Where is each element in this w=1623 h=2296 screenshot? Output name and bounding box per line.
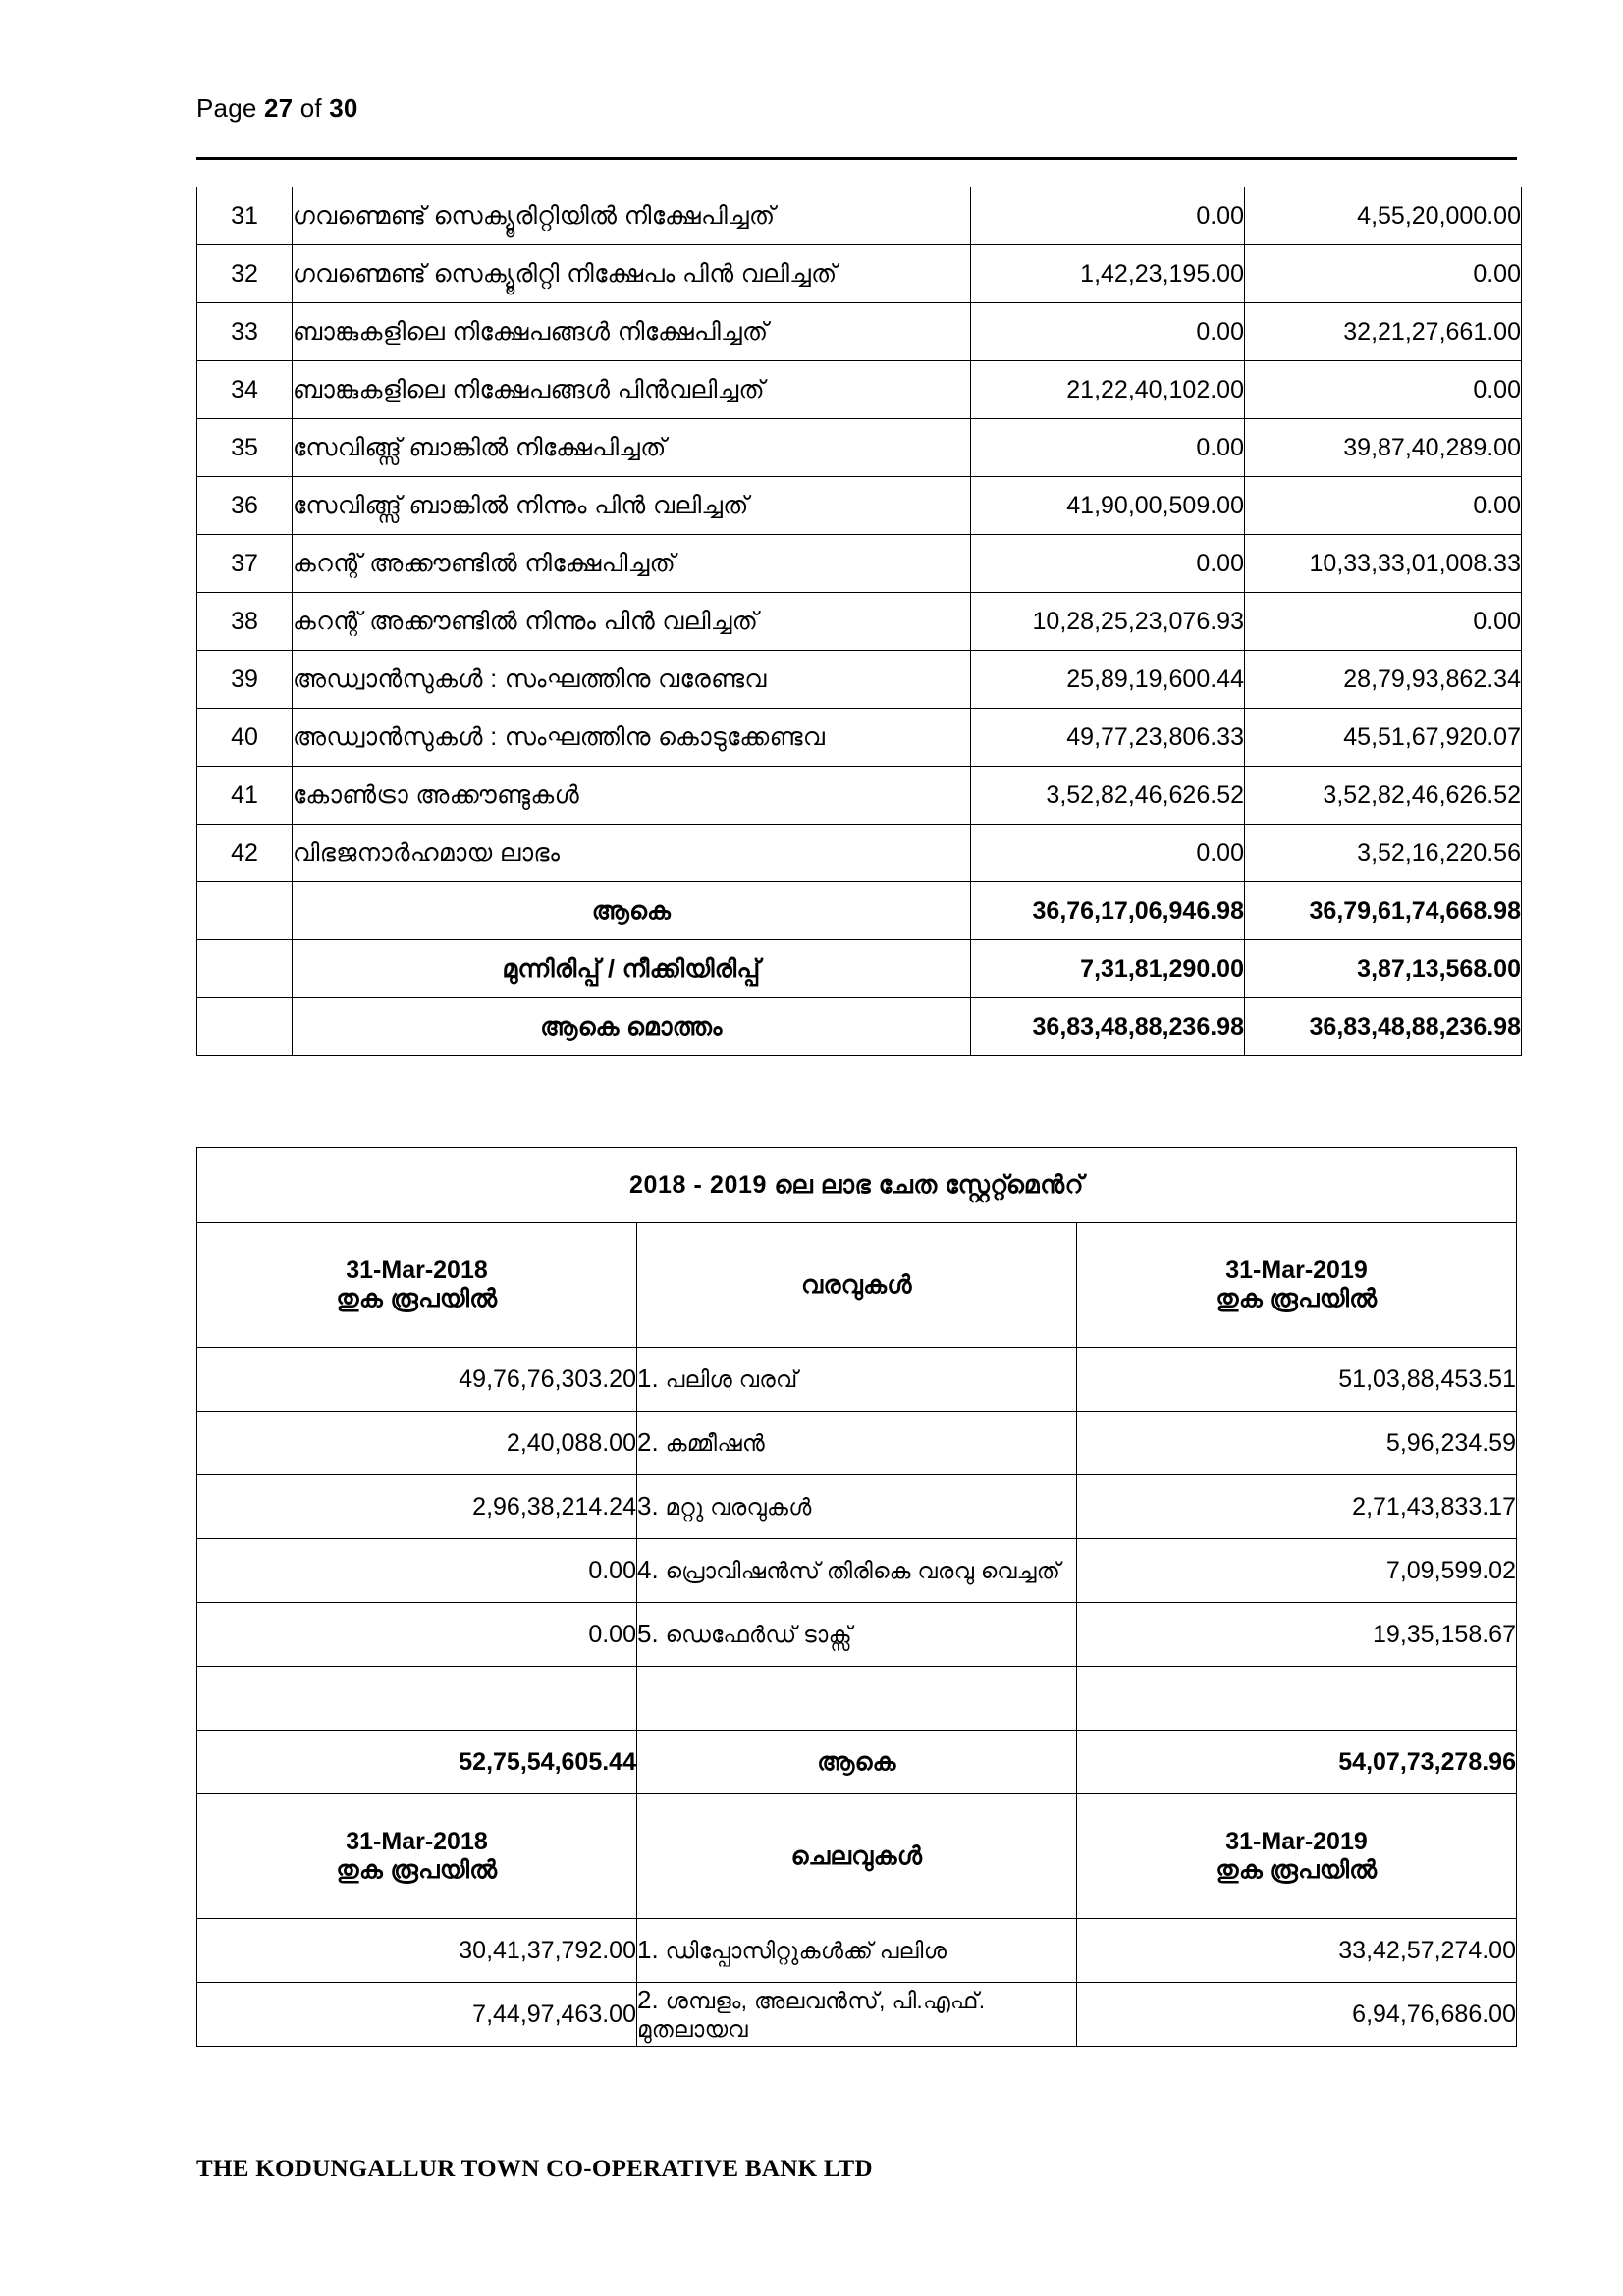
income-amount-2019: 7,09,599.02	[1077, 1539, 1517, 1603]
income-amount-2018	[197, 1667, 637, 1731]
total-page-number: 30	[329, 93, 358, 123]
expense-amount-2018: 30,41,37,792.00	[197, 1919, 637, 1983]
income-amount-2019: 5,96,234.59	[1077, 1412, 1517, 1475]
row-amount-col2: 0.00	[1245, 477, 1522, 535]
row-amount-col2: 4,55,20,000.00	[1245, 187, 1522, 245]
row-amount-col2: 10,33,33,01,008.33	[1245, 535, 1522, 593]
row-serial: 31	[197, 187, 293, 245]
summary-amount-col1: 36,76,17,06,946.98	[971, 882, 1245, 940]
row-amount-col1: 25,89,19,600.44	[971, 651, 1245, 709]
row-amount-col2: 32,21,27,661.00	[1245, 303, 1522, 361]
expense-header-left-unit: തുക രൂപയിൽ	[336, 1856, 498, 1884]
expense-item-number: 1.	[637, 1935, 659, 1965]
income-amount-2019: 19,35,158.67	[1077, 1603, 1517, 1667]
table-row	[197, 1475, 1517, 1539]
income-header-left-date: 31-Mar-2018	[346, 1256, 488, 1285]
row-amount-col2: 0.00	[1245, 361, 1522, 419]
summary-serial	[197, 940, 293, 998]
row-amount-col1: 0.00	[971, 187, 1245, 245]
income-item	[637, 1603, 1077, 1667]
income-total-row	[197, 1731, 1517, 1794]
row-amount-col2: 0.00	[1245, 245, 1522, 303]
table-row	[197, 1983, 1517, 2047]
expense-item-number: 2.	[637, 1984, 659, 2014]
row-amount-col1: 1,42,23,195.00	[971, 245, 1245, 303]
expense-item-label: ഡിപ്പോസിറ്റുകൾക്ക് പലിശ	[665, 1938, 947, 1964]
row-amount-col1: 41,90,00,509.00	[971, 477, 1245, 535]
summary-amount-col2: 36,83,48,88,236.98	[1245, 998, 1522, 1056]
income-item-label: പലിശ വരവ്	[665, 1366, 798, 1393]
income-item-number: 3.	[637, 1491, 659, 1522]
row-description: ബാങ്കുകളിലെ നിക്ഷേപങ്ങൾ നിക്ഷേപിച്ചത്	[293, 303, 971, 361]
summary-serial	[197, 998, 293, 1056]
income-header-title: വരവുകൾ	[637, 1223, 1077, 1348]
page-of-label: of	[299, 93, 322, 123]
row-serial: 36	[197, 477, 293, 535]
expense-item-label: ശമ്പളം, അലവൻസ്, പി.എഫ്. മുതലായവ	[637, 1987, 986, 2042]
row-amount-col1: 10,28,25,23,076.93	[971, 593, 1245, 651]
income-item-label: മറ്റു വരവുകൾ	[665, 1494, 812, 1521]
income-total-label: ആകെ	[637, 1731, 1077, 1794]
income-item-number: 2.	[637, 1427, 659, 1458]
income-amount-2019	[1077, 1667, 1517, 1731]
table-row	[197, 651, 1522, 709]
row-amount-col1: 0.00	[971, 535, 1245, 593]
row-serial: 42	[197, 825, 293, 882]
row-description: ഗവണ്മെണ്ട് സെക്യൂരിറ്റിയിൽ നിക്ഷേപിച്ചത്	[293, 187, 971, 245]
income-item-label: പ്രൊവിഷൻസ് തിരികെ വരവു വെച്ചത്	[665, 1558, 1061, 1584]
expense-header-left-date: 31-Mar-2018	[346, 1828, 488, 1856]
row-description: വിഭജനാർഹമായ ലാഭം	[293, 825, 971, 882]
expense-amount-2018: 7,44,97,463.00	[197, 1983, 637, 2047]
row-description: കറന്റ് അക്കൗണ്ടിൽ നിന്നും പിൻ വലിച്ചത്	[293, 593, 971, 651]
row-serial: 39	[197, 651, 293, 709]
expense-item	[637, 1919, 1077, 1983]
income-total-2018: 52,75,54,605.44	[197, 1731, 637, 1794]
expense-amount-2019: 6,94,76,686.00	[1077, 1983, 1517, 2047]
expense-header-left	[197, 1794, 637, 1919]
current-page-number: 27	[263, 93, 294, 123]
cash-flow-table	[196, 187, 1522, 1056]
header-divider	[196, 157, 1517, 160]
income-amount-2019: 51,03,88,453.51	[1077, 1348, 1517, 1412]
row-amount-col1: 21,22,40,102.00	[971, 361, 1245, 419]
expense-header-row	[197, 1794, 1517, 1919]
expense-header-right	[1077, 1794, 1517, 1919]
income-amount-2018: 2,40,088.00	[197, 1412, 637, 1475]
profit-loss-table	[196, 1147, 1517, 2047]
table-summary-row-grand-total	[197, 998, 1522, 1056]
document-footer: THE KODUNGALLUR TOWN CO-OPERATIVE BANK LTD	[196, 2156, 873, 2182]
row-amount-col2: 0.00	[1245, 593, 1522, 651]
table-row	[197, 187, 1522, 245]
row-serial: 38	[197, 593, 293, 651]
income-header-row	[197, 1223, 1517, 1348]
row-amount-col1: 0.00	[971, 825, 1245, 882]
row-description: കോൺട്രാ അക്കൗണ്ടുകൾ	[293, 767, 971, 825]
income-amount-2018: 0.00	[197, 1603, 637, 1667]
table-row	[197, 767, 1522, 825]
table-row	[197, 535, 1522, 593]
table-row	[197, 245, 1522, 303]
table-row	[197, 1539, 1517, 1603]
table-row-blank	[197, 1667, 1517, 1731]
income-header-right	[1077, 1223, 1517, 1348]
row-amount-col2: 3,52,16,220.56	[1245, 825, 1522, 882]
profit-loss-title-row	[197, 1148, 1517, 1223]
income-item	[637, 1412, 1077, 1475]
row-serial: 41	[197, 767, 293, 825]
income-item-number: 4.	[637, 1555, 659, 1585]
row-description: സേവിങ്ങ്സ് ബാങ്കിൽ നിക്ഷേപിച്ചത്	[293, 419, 971, 477]
row-amount-col1: 0.00	[971, 419, 1245, 477]
summary-amount-col1: 36,83,48,88,236.98	[971, 998, 1245, 1056]
table-row	[197, 303, 1522, 361]
summary-amount-col1: 7,31,81,290.00	[971, 940, 1245, 998]
income-header-right-unit: തുക രൂപയിൽ	[1216, 1285, 1378, 1312]
row-amount-col1: 3,52,82,46,626.52	[971, 767, 1245, 825]
table-row	[197, 419, 1522, 477]
income-amount-2018: 2,96,38,214.24	[197, 1475, 637, 1539]
table-summary-row-balance	[197, 940, 1522, 998]
cash-flow-table-container	[196, 187, 1522, 1056]
table-row	[197, 709, 1522, 767]
table-row	[197, 1412, 1517, 1475]
profit-loss-table-container	[196, 1147, 1517, 2047]
row-description: അഡ്വാൻസുകൾ : സംഘത്തിനു കൊടുക്കേണ്ടവ	[293, 709, 971, 767]
income-amount-2018: 0.00	[197, 1539, 637, 1603]
income-item	[637, 1348, 1077, 1412]
summary-serial	[197, 882, 293, 940]
row-amount-col2: 28,79,93,862.34	[1245, 651, 1522, 709]
income-item	[637, 1539, 1077, 1603]
expense-amount-2019: 33,42,57,274.00	[1077, 1919, 1517, 1983]
row-description: സേവിങ്ങ്സ് ബാങ്കിൽ നിന്നും പിൻ വലിച്ചത്	[293, 477, 971, 535]
profit-loss-table-body	[197, 1148, 1517, 2047]
table-row	[197, 361, 1522, 419]
summary-label: ആകെ	[293, 882, 971, 940]
income-header-left	[197, 1223, 637, 1348]
row-serial: 37	[197, 535, 293, 593]
summary-amount-col2: 36,79,61,74,668.98	[1245, 882, 1522, 940]
summary-label: മുന്നിരിപ്പ് / നീക്കിയിരിപ്പ്	[293, 940, 971, 998]
expense-header-title: ചെലവുകൾ	[637, 1794, 1077, 1919]
table-row	[197, 477, 1522, 535]
page-label: Page	[196, 93, 257, 123]
table-row	[197, 1603, 1517, 1667]
table-row	[197, 825, 1522, 882]
income-item-number: 1.	[637, 1363, 659, 1394]
row-amount-col1: 0.00	[971, 303, 1245, 361]
income-total-2019: 54,07,73,278.96	[1077, 1731, 1517, 1794]
income-item-label: ഡെഫേർഡ് ടാക്സ്	[665, 1622, 852, 1648]
income-header-right-date: 31-Mar-2019	[1225, 1256, 1368, 1285]
income-item	[637, 1475, 1077, 1539]
income-amount-2019: 2,71,43,833.17	[1077, 1475, 1517, 1539]
row-description: അഡ്വാൻസുകൾ : സംഘത്തിനു വരേണ്ടവ	[293, 651, 971, 709]
income-amount-2018: 49,76,76,303.20	[197, 1348, 637, 1412]
row-amount-col1: 49,77,23,806.33	[971, 709, 1245, 767]
income-header-left-unit: തുക രൂപയിൽ	[336, 1285, 498, 1312]
table-summary-row-total	[197, 882, 1522, 940]
row-description: ഗവണ്മെണ്ട് സെക്യൂരിറ്റി നിക്ഷേപം പിൻ വലിച്ചത്	[293, 245, 971, 303]
summary-label: ആകെ മൊത്തം	[293, 998, 971, 1056]
table-row	[197, 593, 1522, 651]
row-description: കറന്റ് അക്കൗണ്ടിൽ നിക്ഷേപിച്ചത്	[293, 535, 971, 593]
row-description: ബാങ്കുകളിലെ നിക്ഷേപങ്ങൾ പിൻവലിച്ചത്	[293, 361, 971, 419]
row-serial: 33	[197, 303, 293, 361]
table-row	[197, 1348, 1517, 1412]
expense-item	[637, 1983, 1077, 2047]
income-item-label: കമ്മീഷൻ	[665, 1430, 766, 1457]
row-amount-col2: 3,52,82,46,626.52	[1245, 767, 1522, 825]
summary-amount-col2: 3,87,13,568.00	[1245, 940, 1522, 998]
income-item-number: 5.	[637, 1619, 659, 1649]
row-amount-col2: 45,51,67,920.07	[1245, 709, 1522, 767]
row-serial: 32	[197, 245, 293, 303]
profit-loss-title: 2018 - 2019 ലെ ലാഭ ചേത സ്റ്റേറ്റ്മെൻറ്	[197, 1148, 1517, 1223]
table-row	[197, 1919, 1517, 1983]
page-number-header	[196, 93, 358, 124]
cash-flow-table-body	[197, 187, 1522, 1056]
row-amount-col2: 39,87,40,289.00	[1245, 419, 1522, 477]
row-serial: 35	[197, 419, 293, 477]
expense-header-right-unit: തുക രൂപയിൽ	[1216, 1856, 1378, 1884]
row-serial: 40	[197, 709, 293, 767]
expense-header-right-date: 31-Mar-2019	[1225, 1828, 1368, 1856]
row-serial: 34	[197, 361, 293, 419]
income-item	[637, 1667, 1077, 1731]
